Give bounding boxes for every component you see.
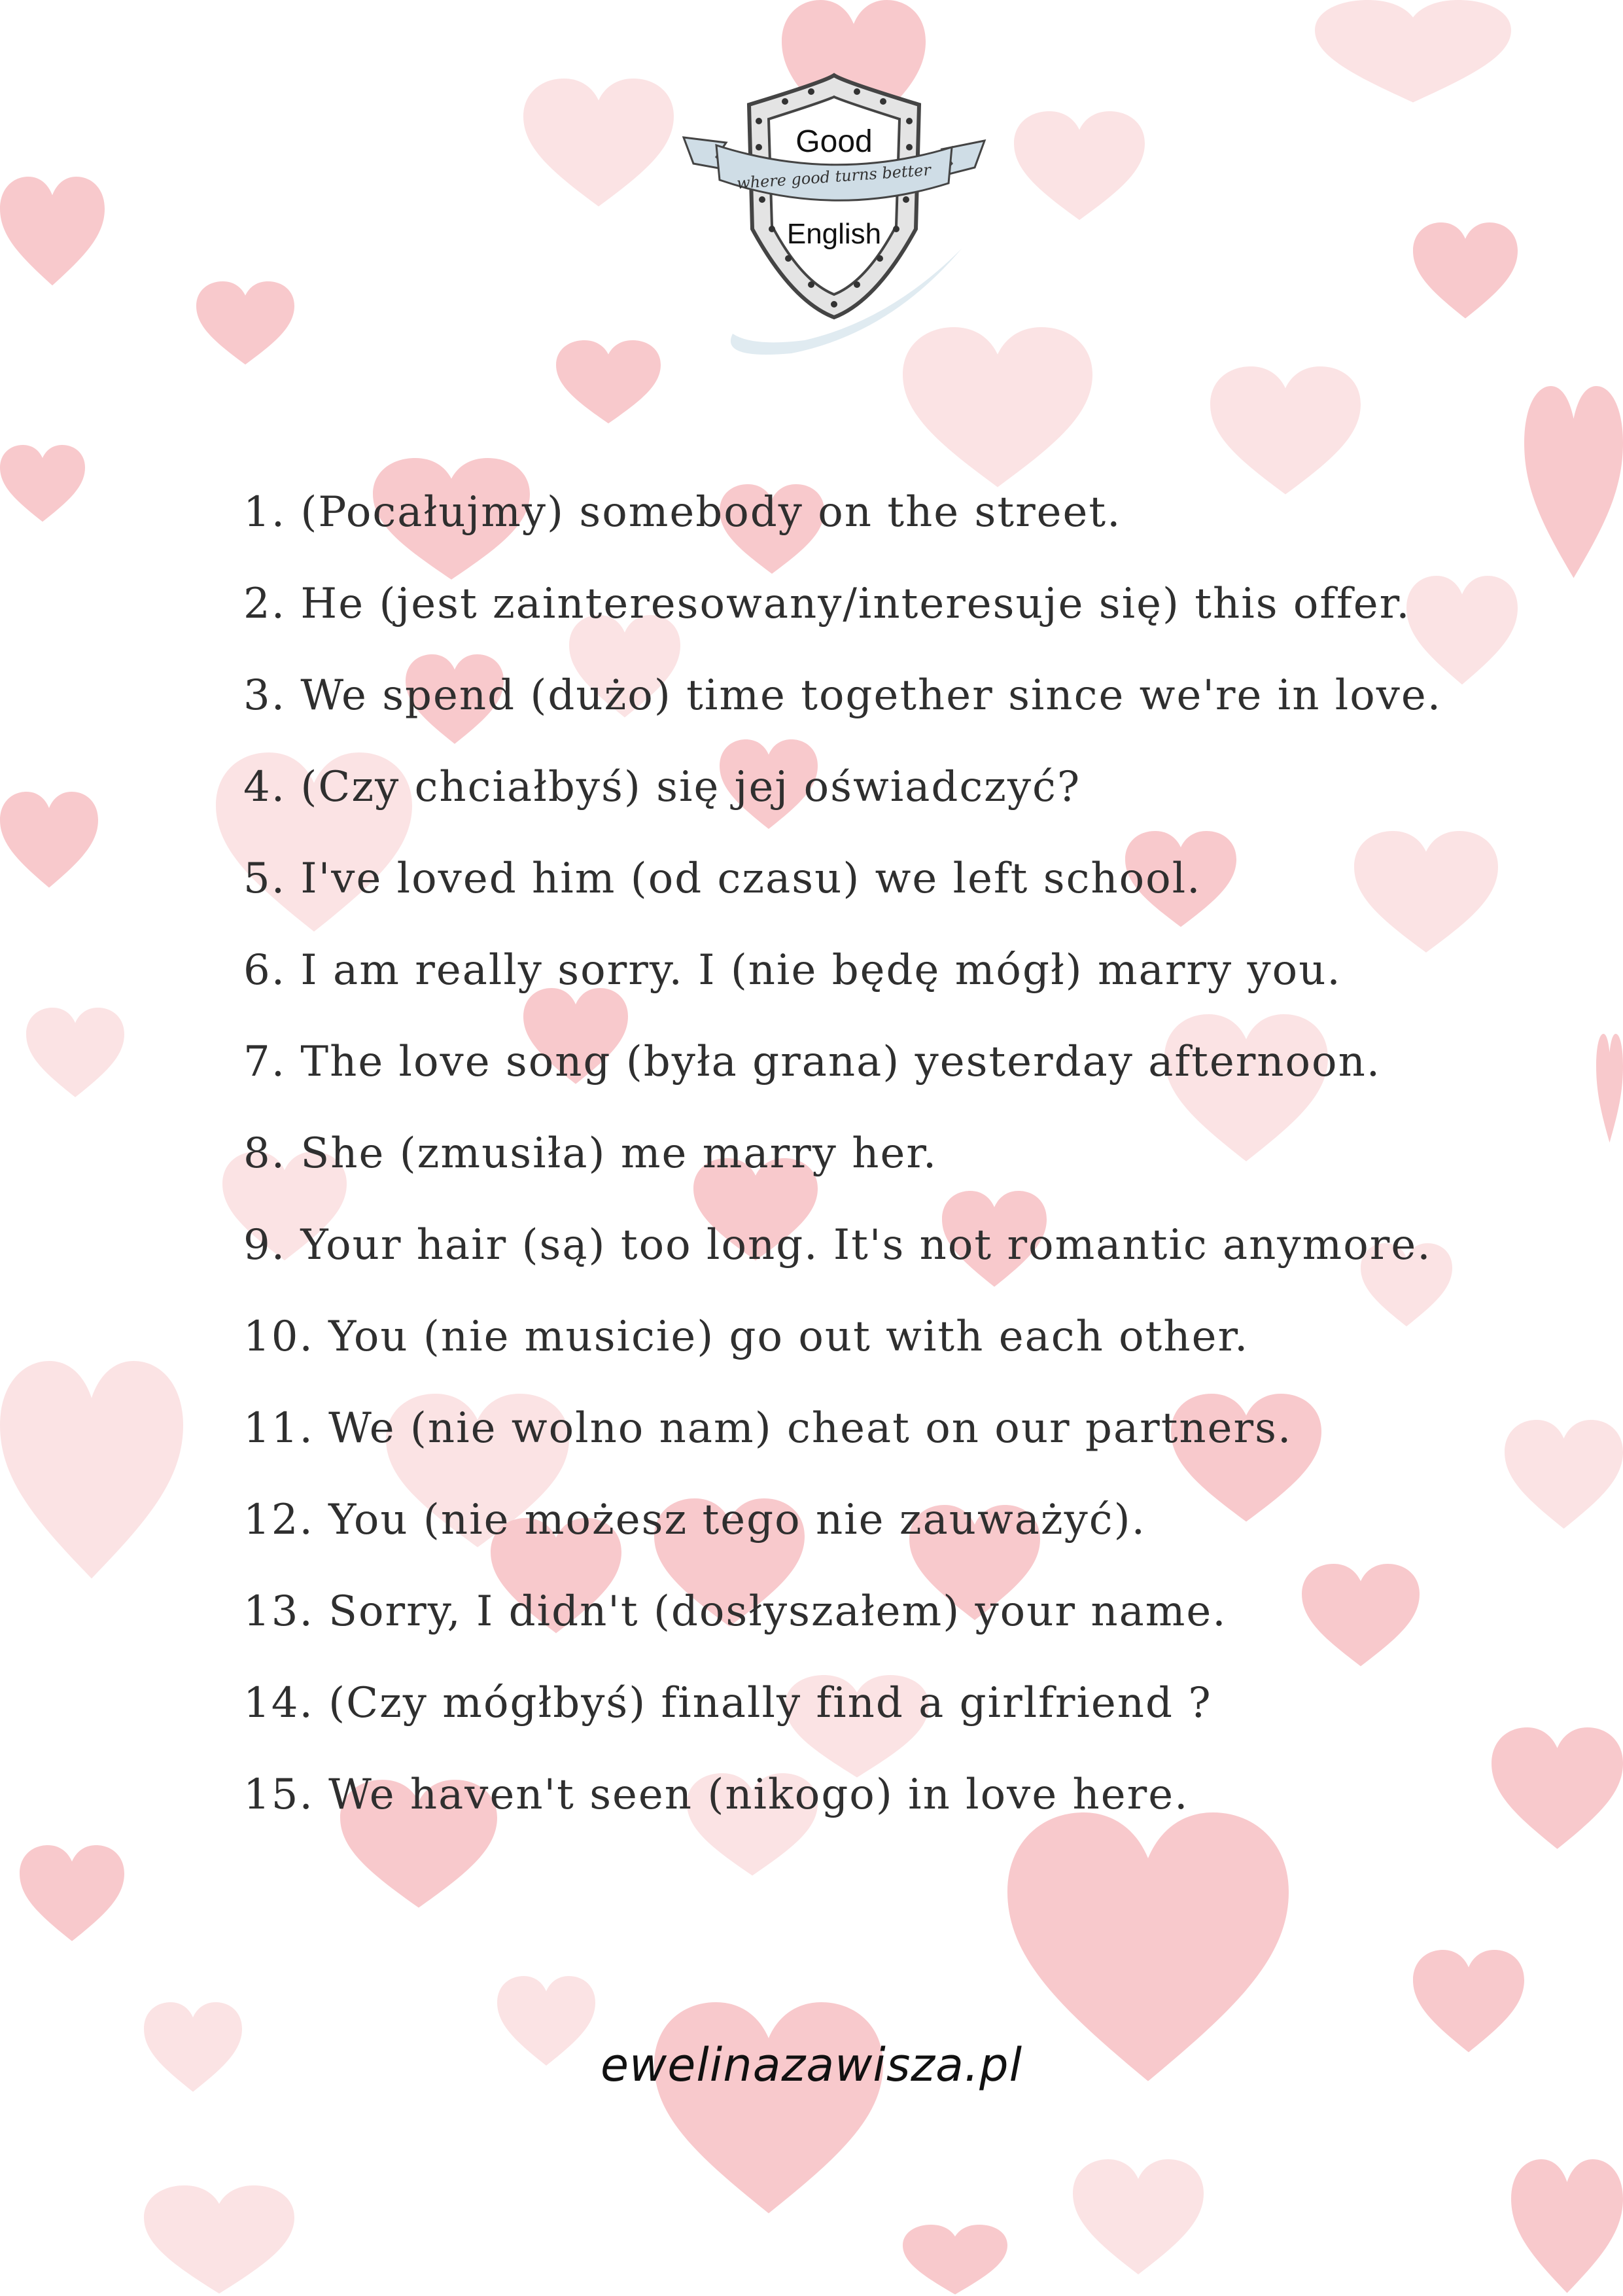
sentence-3: 3. We spend (dużo) time together since we're in love. bbox=[243, 671, 1442, 720]
sentence-12: 12. You (nie możesz tego nie zauważyć). bbox=[243, 1496, 1146, 1544]
heart-decoration bbox=[26, 1008, 124, 1099]
heart-decoration bbox=[556, 340, 661, 425]
good-english-logo bbox=[680, 72, 988, 360]
heart-decoration bbox=[1014, 111, 1145, 222]
sentence-14: 14. (Czy mógłbyś) finally find a girlfriend ? bbox=[243, 1679, 1212, 1727]
heart-decoration bbox=[1413, 222, 1518, 321]
heart-decoration bbox=[20, 1845, 124, 1943]
heart-decoration bbox=[0, 445, 85, 523]
heart-decoration bbox=[1073, 2159, 1204, 2277]
heart-decoration bbox=[0, 792, 98, 890]
sentence-10: 10. You (nie musicie) go out with each other. bbox=[243, 1313, 1249, 1361]
heart-decoration bbox=[196, 281, 294, 366]
heart-decoration bbox=[144, 2185, 294, 2296]
sentence-5: 5. I've loved him (od czasu) we left school. bbox=[243, 855, 1202, 903]
sentence-13: 13. Sorry, I didn't (dosłyszałem) your name. bbox=[243, 1587, 1227, 1636]
logo-bottom-text: English bbox=[786, 218, 882, 250]
sentence-8: 8. She (zmusiła) me marry her. bbox=[243, 1129, 938, 1178]
logo-top-text: Good bbox=[795, 124, 873, 159]
sentence-7: 7. The love song (była grana) yesterday afternoon. bbox=[243, 1038, 1382, 1086]
heart-decoration bbox=[523, 79, 674, 209]
heart-decoration bbox=[0, 177, 105, 288]
sentence-4: 4. (Czy chciałbyś) się jej oświadczyć? bbox=[243, 763, 1081, 811]
sentence-9: 9. Your hair (są) too long. It's not romantic anymore. bbox=[243, 1221, 1432, 1269]
sentence-11: 11. We (nie wolno nam) cheat on our partners. bbox=[243, 1404, 1293, 1453]
heart-decoration bbox=[1511, 2159, 1623, 2296]
heart-decoration bbox=[654, 2002, 883, 2218]
sentence-2: 2. He (jest zainteresowany/interesuje się) this offer. bbox=[243, 580, 1411, 628]
heart-decoration bbox=[1315, 0, 1511, 105]
heart-decoration bbox=[1210, 366, 1361, 497]
heart-decoration bbox=[903, 2225, 1007, 2296]
website-link[interactable]: ewelinazawisza.pl bbox=[600, 2038, 1023, 2092]
sentence-6: 6. I am really sorry. I (nie będę mógł) marry you. bbox=[243, 946, 1342, 995]
sentence-1: 1. (Pocałujmy) somebody on the street. bbox=[243, 488, 1122, 537]
logo-ribbon-text: where good turns better bbox=[736, 160, 932, 193]
heart-decoration bbox=[0, 1361, 183, 1583]
sentence-15: 15. We haven't seen (nikogo) in love here. bbox=[243, 1771, 1189, 1819]
exercise-sentence-list bbox=[243, 483, 1578, 1857]
heart-decoration bbox=[1596, 1034, 1623, 1145]
